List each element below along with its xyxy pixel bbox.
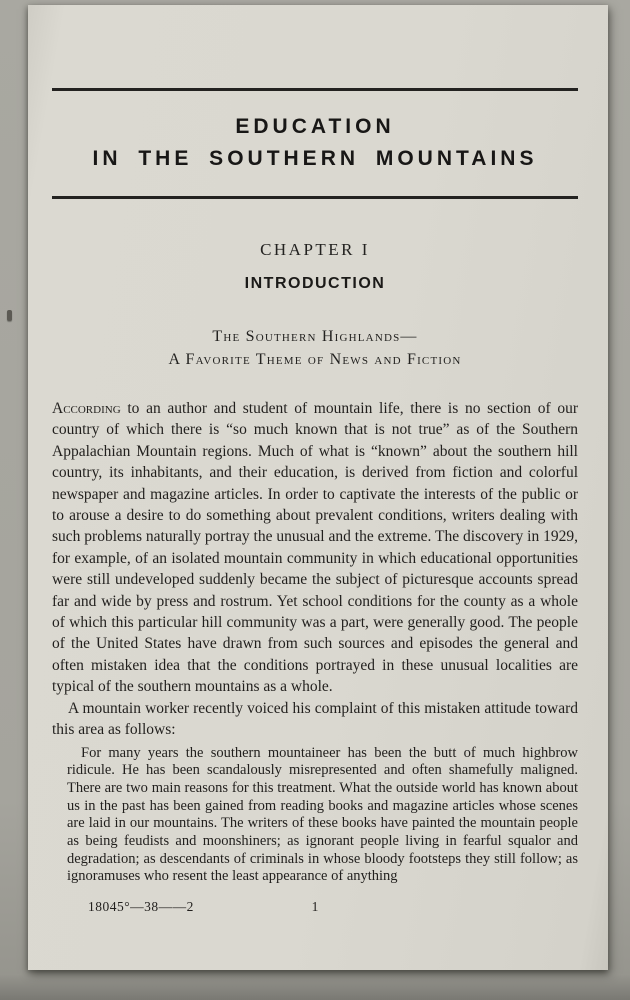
book-title-line1: EDUCATION bbox=[235, 115, 395, 138]
scan-bottom-shadow bbox=[0, 974, 630, 1000]
section-heading-line2: A Favorite Theme of News and Fiction bbox=[168, 351, 462, 368]
paragraph-1 bbox=[52, 398, 578, 698]
page-content bbox=[52, 5, 578, 970]
paragraph-1-text: to an author and student of mountain life, there is no section of our country of which there is “so much known that is not true” as of the Southern Appalachian Mountain regions. Much of what is “known” about the southern hill country, its inhabitants, and their education, is derived from fiction and colorful newspaper and magazine articles. In order to captivate the interests of the public or to arouse a desire to do something about prevalent conditions, writers dealing with such problems naturally portray the unusual and the extreme. The discovery in 1929, for example, of an isolated mountain community in which educational opportunities were still undeveloped suddenly became the subject of picturesque accounts spread far and wide by press and rostrum. Yet school conditions for the county as a whole of which this particular hill community was a part, were generally good. The people of the United States have drawn from such sources and episodes the general and often mistaken idea that the conditions portrayed in these unusual localities are typical of the southern mountains as a whole. bbox=[52, 400, 578, 696]
paragraph-2: A mountain worker recently voiced his complaint of this mistaken attitude toward this area as follows: bbox=[52, 699, 578, 739]
book-page bbox=[28, 5, 608, 970]
book-title bbox=[52, 111, 578, 175]
print-signature: 18045°—38——2 bbox=[88, 899, 194, 915]
section-heading bbox=[52, 325, 578, 371]
title-rule-bottom bbox=[52, 196, 578, 199]
paragraph-1-lead-word: According bbox=[52, 400, 121, 417]
chapter-subtitle: INTRODUCTION bbox=[244, 275, 386, 292]
page-number: 1 bbox=[311, 899, 319, 915]
section-heading-line1: The Southern Highlands— bbox=[212, 328, 418, 345]
page-footer bbox=[52, 899, 578, 919]
title-rule-top bbox=[52, 88, 578, 91]
block-quote: For many years the southern mountaineer has been the butt of much highbrow ridicule. He has been scandalously misrepresented and often shamefully maligned. There are two main reasons for this treatment. What the outside world has known about us in the past has been gained from reading books and magazine articles whose scenes are laid in our mountains. The writers of these books have painted the mountain people as being feudists and moonshiners; as ignorant people living in fearful squalor and degradation; as descendants of criminals in whose bloody footsteps they still follow; as ignoramuses who resent the least appearance of anything bbox=[67, 744, 578, 885]
chapter-heading: CHAPTER I bbox=[260, 240, 370, 259]
book-title-line2: IN THE SOUTHERN MOUNTAINS bbox=[92, 147, 538, 170]
binding-mark bbox=[7, 310, 12, 321]
